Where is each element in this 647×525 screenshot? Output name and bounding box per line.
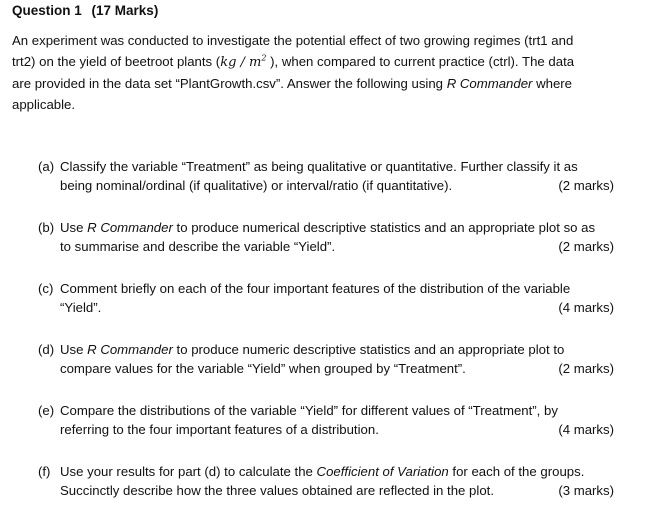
part-f-marks: (3 marks) — [558, 483, 614, 498]
question-heading — [12, 3, 158, 18]
part-e-line-2: referring to the four important features of a distribution. — [60, 422, 379, 437]
part-b-label: (b) — [38, 220, 55, 235]
part-b — [38, 218, 614, 256]
part-a-line-1: Classify the variable “Treatment” as being qualitative or quantitative. Further classify it as — [60, 159, 578, 174]
intro-software-name: R Commander — [446, 76, 533, 91]
part-b-marks: (2 marks) — [558, 239, 614, 254]
intro-line-2-end: ), when compared to current practice (ctrl). The data — [266, 54, 575, 69]
part-d-line-2: compare values for the variable “Yield” when grouped by “Treatment”. — [60, 361, 466, 376]
part-d-software-name: R Commander — [87, 342, 173, 357]
unit-separator: / — [236, 55, 250, 70]
part-d-marks: (2 marks) — [558, 361, 614, 376]
part-e-label: (e) — [38, 403, 55, 418]
part-b-line-1 — [60, 218, 595, 237]
part-d — [38, 340, 614, 378]
part-f-term: Coefficient of Variation — [316, 464, 449, 479]
part-f — [38, 462, 614, 500]
part-a-line-2: being nominal/ordinal (if qualitative) or interval/ratio (if quantitative). — [60, 178, 453, 193]
question-total-marks: (17 Marks) — [91, 3, 159, 18]
part-f-line-1 — [60, 462, 584, 481]
part-c-marks: (4 marks) — [558, 300, 614, 315]
intro-line-3-end: where — [532, 76, 573, 91]
part-f-line-2: Succinctly describe how the three values obtained are reflected in the plot. — [60, 483, 494, 498]
part-a-marks: (2 marks) — [558, 178, 614, 193]
unit-exponent: 2 — [261, 53, 267, 63]
part-a-label: (a) — [38, 159, 55, 174]
part-e — [38, 401, 614, 439]
unit-m: m — [249, 55, 262, 70]
part-d-line-1-start: Use — [60, 342, 88, 357]
part-b-line-1-end: to produce numerical descriptive statistics and an appropriate plot so as — [172, 220, 596, 235]
part-b-software-name: R Commander — [87, 220, 173, 235]
intro-line-2 — [12, 51, 612, 73]
part-f-line-1-end: for each of the groups. — [448, 464, 585, 479]
intro-line-3 — [12, 73, 612, 94]
intro-line-4: applicable. — [12, 97, 76, 112]
unit-kg: kg — [220, 55, 237, 70]
part-f-label: (f) — [38, 464, 51, 479]
part-f-line-1-start: Use your results for part (d) to calculate the — [60, 464, 317, 479]
yield-unit — [220, 55, 266, 70]
part-c-line-1: Comment briefly on each of the four important features of the distribution of the variable — [60, 281, 571, 296]
intro-line-2-start: trt2) on the yield of beetroot plants ( — [12, 54, 221, 69]
intro-line-3-start: are provided in the data set “PlantGrowth.csv”. Answer the following using — [12, 76, 447, 91]
part-b-line-2: to summarise and describe the variable “Yield”. — [60, 239, 336, 254]
part-d-line-1-end: to produce numeric descriptive statistics and an appropriate plot to — [172, 342, 565, 357]
part-e-line-1: Compare the distributions of the variable “Yield” for different values of “Treatment”, by — [60, 403, 558, 418]
part-e-marks: (4 marks) — [558, 422, 614, 437]
part-c — [38, 279, 614, 317]
part-c-label: (c) — [38, 281, 54, 296]
part-b-line-1-start: Use — [60, 220, 88, 235]
part-d-label: (d) — [38, 342, 55, 357]
question-title: Question 1 — [12, 3, 82, 18]
intro-line-1: An experiment was conducted to investigate the potential effect of two growing regimes (trt1 and — [12, 33, 574, 48]
part-a — [38, 157, 614, 195]
question-intro — [12, 30, 612, 115]
part-d-line-1 — [60, 340, 564, 359]
part-c-line-2: “Yield”. — [60, 300, 102, 315]
